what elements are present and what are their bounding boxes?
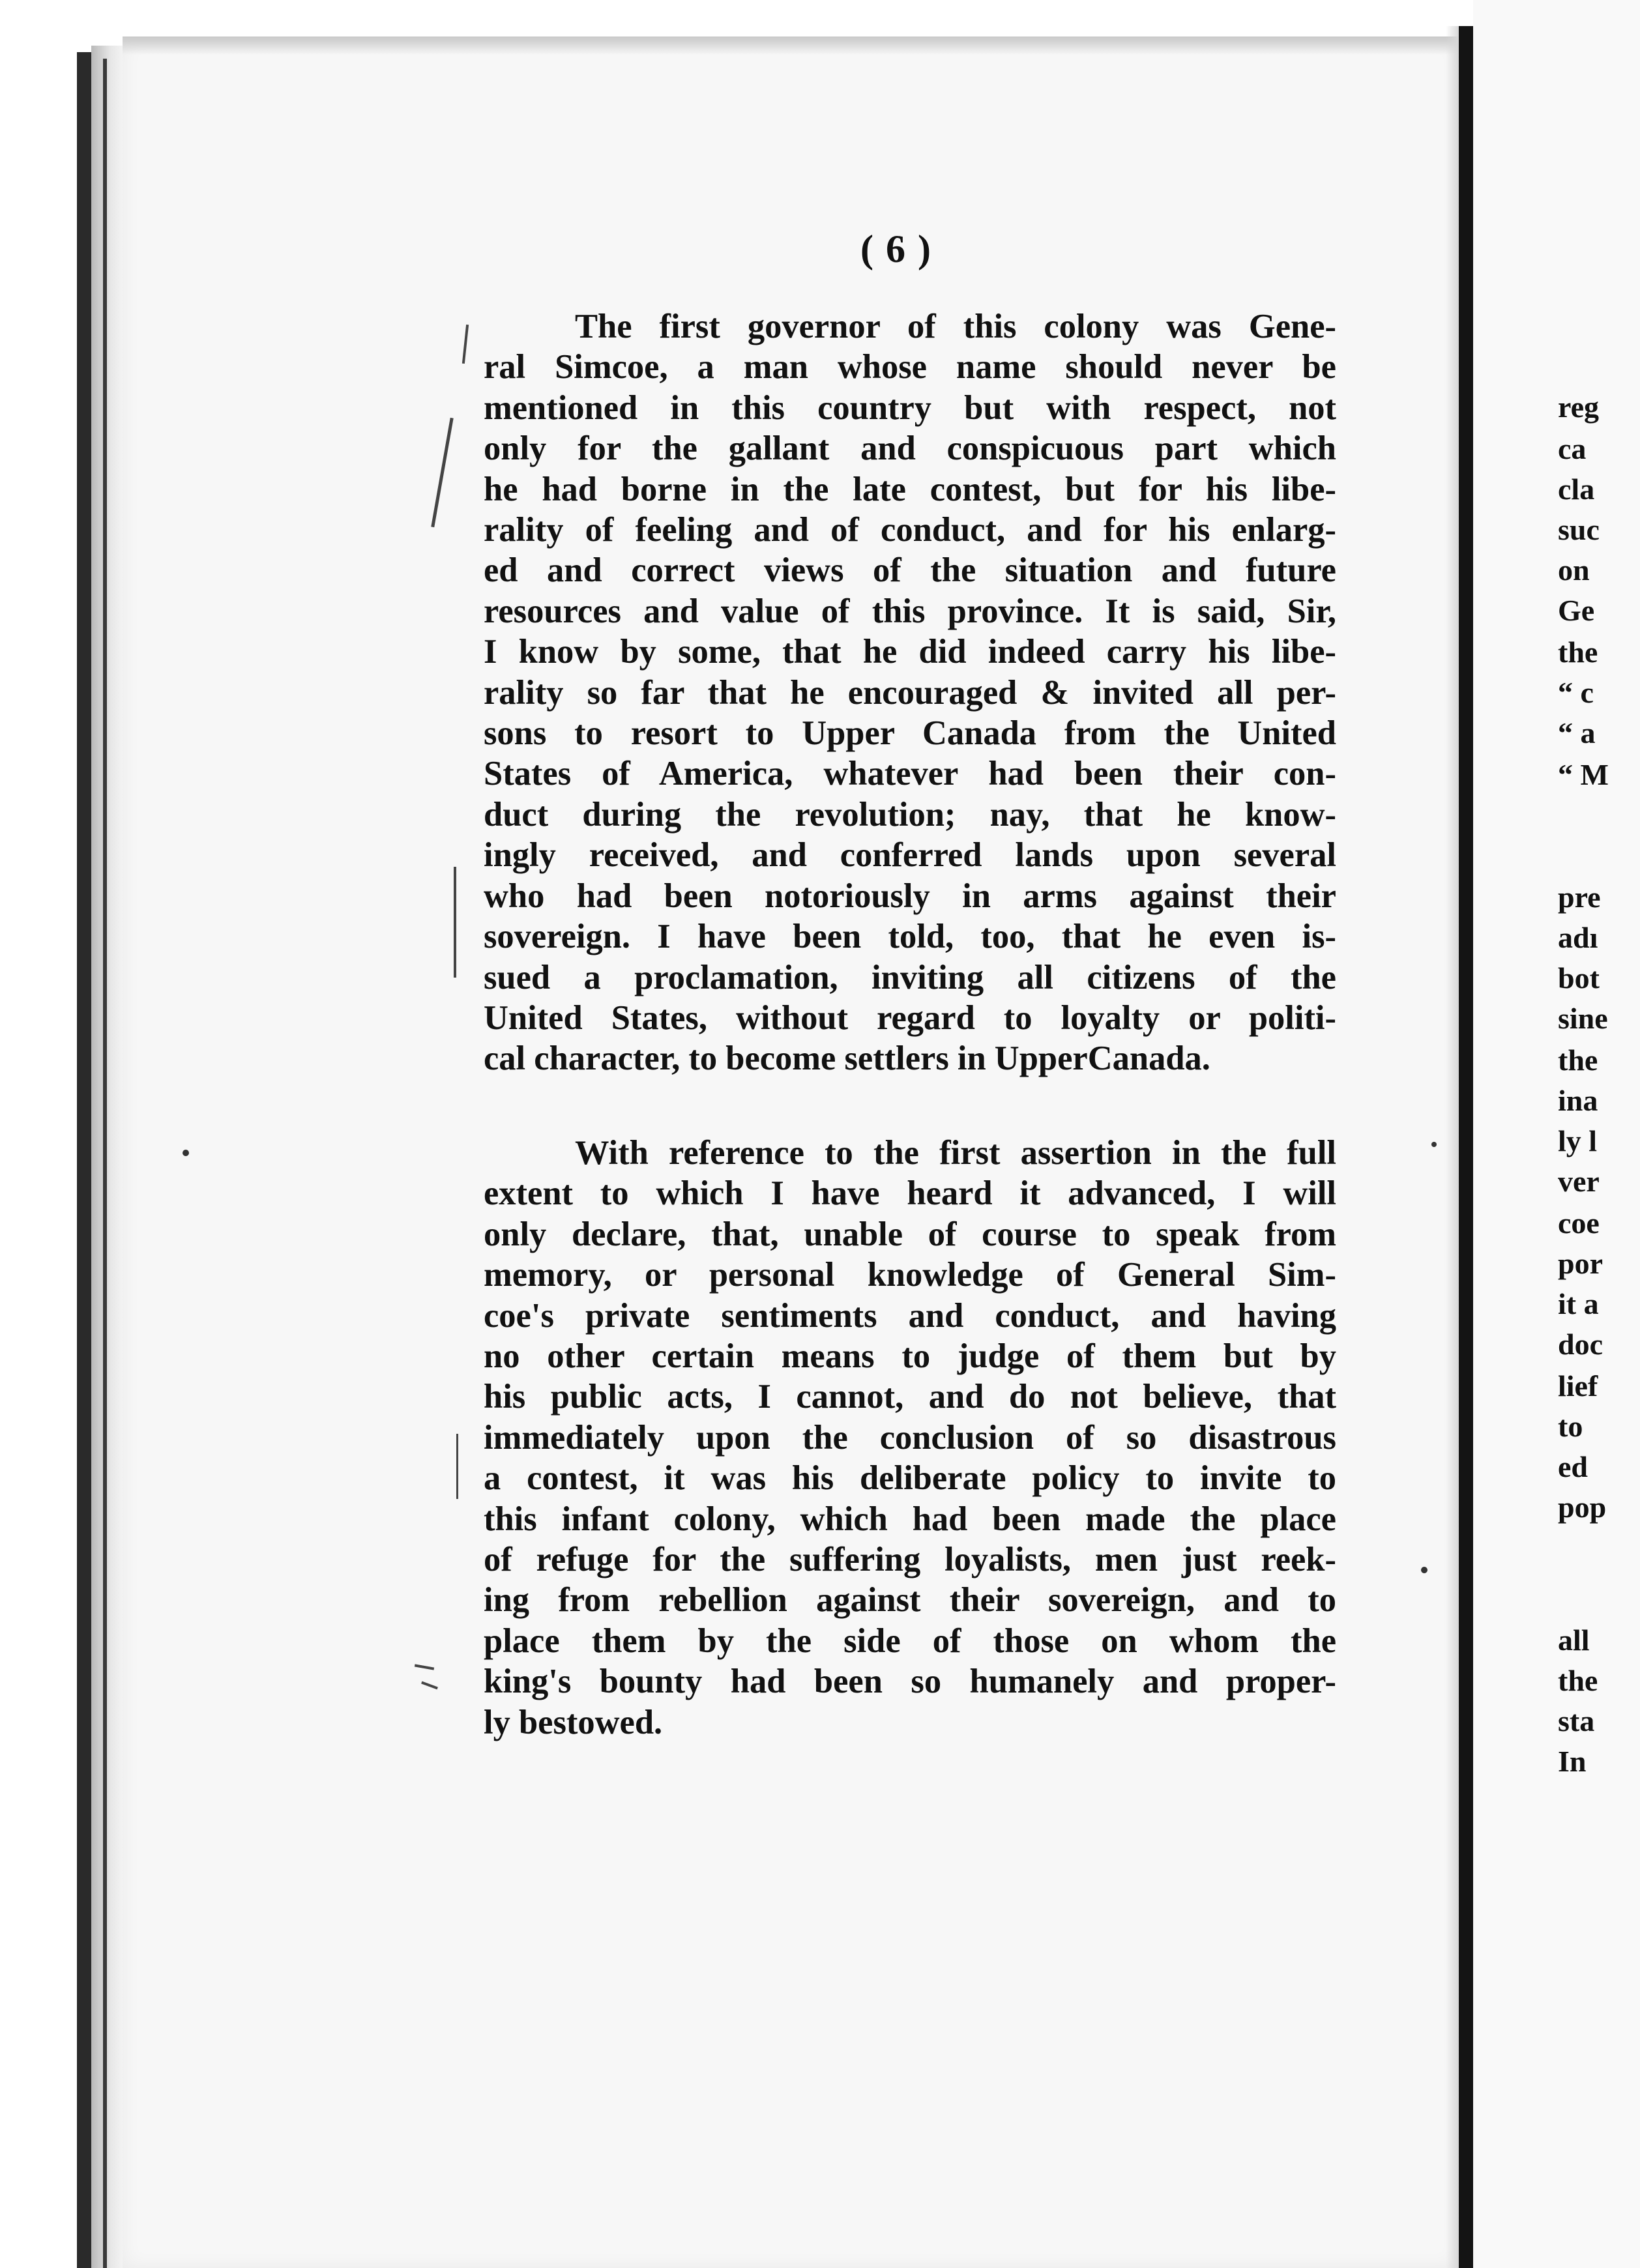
right-page-line: ly l [1558,1124,1598,1157]
paragraph-1 [484,306,1336,1079]
text-line: only for the gallant and conspicuous part which [484,429,1336,468]
right-page-line: Ge [1558,594,1595,627]
margin-dot [183,1150,189,1156]
right-page-fragment [1473,0,1640,2268]
margin-dot [1431,1142,1437,1147]
page-top-shadow [123,36,1459,55]
text-line: who had been notoriously in arms against their [484,877,1336,915]
right-page-line: ed [1558,1450,1588,1483]
text-line: sued a proclamation, inviting all citizens of the [484,958,1336,996]
right-page-line: reg [1558,390,1600,424]
right-page-line: the [1558,635,1598,669]
gutter [1459,26,1473,2268]
text-line: United States, without regard to loyalty or politi- [484,998,1336,1037]
right-page-line: coe [1558,1206,1600,1240]
text-line: ral Simcoe, a man whose name should never be [484,348,1336,386]
text-line: king's bounty had been so humanely and proper- [484,1663,1336,1701]
text-line: duct during the revolution; nay, that he know- [484,795,1336,834]
previous-page-edge [103,59,107,2268]
right-page-line: ina [1558,1084,1598,1117]
text-line: ly bestowed. [484,1703,663,1741]
text-line: he had borne in the late contest, but for his libe- [484,470,1336,508]
text-line: ed and correct views of the situation and future [484,551,1336,590]
text-line: memory, or personal knowledge of General Sim- [484,1256,1336,1294]
right-page-line: sine [1558,1002,1608,1035]
text-line: ing from rebellion against their sovereign, and to [484,1581,1336,1620]
page-number: ( 6 ) [860,227,932,270]
text-line: sovereign. I have been told, too, that he even is- [484,918,1336,956]
right-page-line: it a [1558,1287,1599,1320]
right-page-line: ver [1558,1165,1600,1198]
right-page-line: cla [1558,472,1595,506]
text-line: With reference to the first assertion in the full [575,1134,1336,1172]
text-line: place them by the side of those on whom the [484,1621,1336,1660]
text-line: a contest, it was his deliberate policy to invite to [484,1459,1336,1498]
text-line: mentioned in this country but with respect, not [484,388,1336,427]
text-line: extent to which I have heard it advanced, I will [484,1174,1336,1213]
right-page-line: the [1558,1664,1598,1697]
right-page-line: ca [1558,432,1587,465]
text-line: resources and value of this province. It is said, Sir, [484,592,1336,630]
right-page-line: bot [1558,961,1600,995]
margin-dot [1421,1567,1428,1573]
binding-edge [77,52,91,2268]
margin-mark [456,1434,458,1499]
text-line: States of America, whatever had been their con- [484,755,1336,793]
margin-mark [454,867,456,978]
right-page-line: the [1558,1043,1598,1077]
paragraph-2 [484,1133,1336,1743]
text-line: this infant colony, which had been made the place [484,1500,1336,1538]
right-page-line: pop [1558,1490,1607,1524]
right-page-line: all [1558,1623,1590,1657]
right-page-line: por [1558,1247,1603,1280]
right-page-line: In [1558,1745,1587,1778]
text-line: coe's private sentiments and conduct, and having [484,1296,1336,1335]
right-page-line: lief [1558,1369,1598,1403]
right-page-line: pre [1558,880,1601,914]
text-line: immediately upon the conclusion of so disastrous [484,1418,1336,1457]
gutter-shadow [1446,26,1459,2268]
text-line: his public acts, I cannot, and do not believe, that [484,1378,1336,1416]
text-line: I know by some, that he did indeed carry his libe- [484,633,1336,671]
text-line: The first governor of this colony was Gene- [575,308,1336,345]
text-line: only declare, that, unable of course to speak from [484,1215,1336,1253]
right-page-line: suc [1558,513,1600,546]
right-page-line: to [1558,1410,1583,1443]
text-line: cal character, to become settlers in UpperCanada. [484,1040,1210,1078]
text-line: ingly received, and conferred lands upon several [484,836,1336,875]
text-line: rality of feeling and of conduct, and for his enlarg- [484,511,1336,549]
right-page-line: “ c [1558,676,1594,709]
right-page-line: adı [1558,921,1598,954]
binding-shadow [91,46,123,2268]
text-line: rality so far that he encouraged & invited all per- [484,673,1336,712]
right-page-line: sta [1558,1704,1595,1737]
right-page-line: on [1558,553,1590,587]
right-page-line: “ a [1558,716,1596,749]
text-line: sons to resort to Upper Canada from the United [484,714,1336,753]
text-line: no other certain means to judge of them but by [484,1337,1336,1376]
right-page-line: “ M [1558,758,1609,791]
text-line: of refuge for the suffering loyalists, men just reek- [484,1541,1336,1579]
right-page-line: doc [1558,1328,1603,1361]
